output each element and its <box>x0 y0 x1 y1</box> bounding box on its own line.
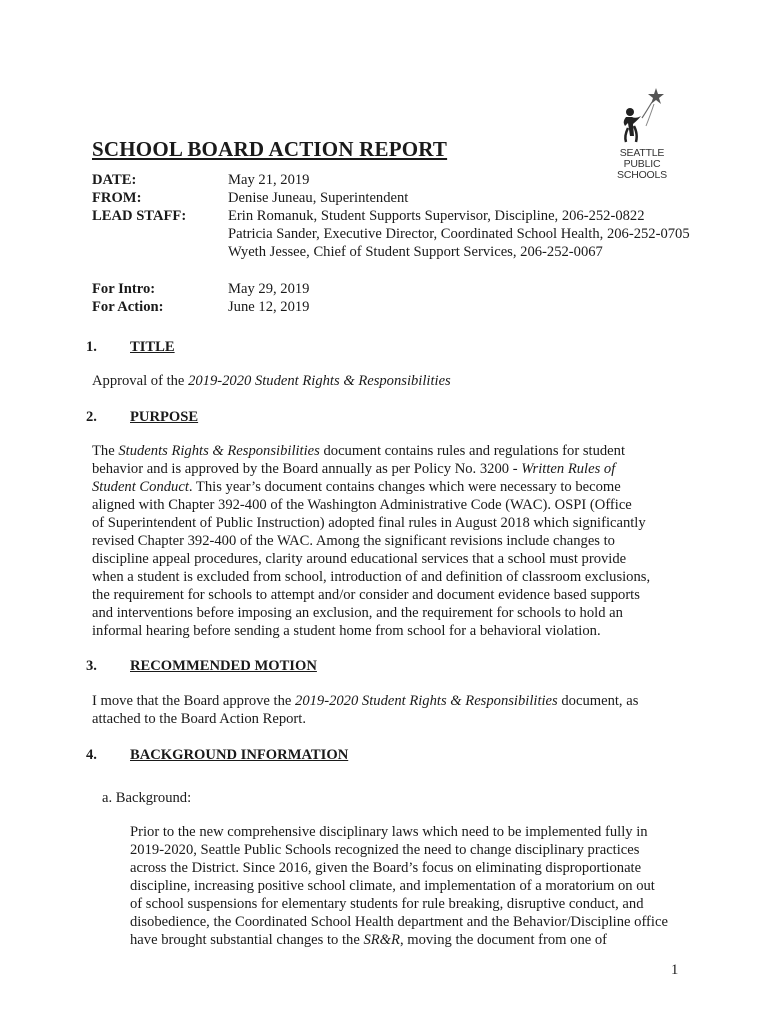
header-row-lead-staff-2 <box>92 225 690 243</box>
paragraph-line: when a student is excluded from school, introduction of and definition of classroom exclusions, <box>92 569 651 585</box>
paragraph-line: Student Conduct. This year’s document contains changes which were necessary to become <box>92 479 621 495</box>
paragraph-line: informal hearing before sending a student home from school for a behavioral violation. <box>92 623 601 639</box>
logo-text-line: SCHOOLS <box>617 169 667 181</box>
motion-paragraph <box>92 692 702 728</box>
schedule-label: For Intro: <box>92 281 156 297</box>
schedule-value: May 29, 2019 <box>228 281 310 297</box>
report-title: SCHOOL BOARD ACTION REPORT <box>92 137 448 161</box>
report-header-block <box>92 171 690 261</box>
page-number: 1 <box>671 962 679 978</box>
header-label: DATE: <box>92 172 137 188</box>
purpose-paragraph <box>92 442 702 640</box>
paragraph-line: attached to the Board Action Report. <box>92 711 306 727</box>
header-label <box>92 243 228 261</box>
background-sub-label: a. Background: <box>102 790 192 806</box>
section-heading-purpose <box>86 408 198 426</box>
logo-figure-icon <box>608 86 676 146</box>
paragraph-line: of Superintendent of Public Instruction) adopted final rules in August 2018 which significantly <box>92 515 646 531</box>
header-value: Denise Juneau, Superintendent <box>228 190 409 206</box>
header-value: May 21, 2019 <box>228 172 310 188</box>
schedule-label: For Action: <box>92 299 164 315</box>
paragraph-line: behavior and is approved by the Board annually as per Policy No. 3200 - Written Rules of <box>92 461 616 477</box>
section-heading: PURPOSE <box>130 409 199 425</box>
header-value: Erin Romanuk, Student Supports Supervisor, Discipline, 206-252-0822 <box>228 208 645 224</box>
paragraph-line: disobedience, the Coordinated School Health department and the Behavior/Discipline office <box>130 914 668 930</box>
paragraph-line: the requirement for schools to attempt and/or consider and document evidence based supports <box>92 587 640 603</box>
paragraph-line: 2019-2020, Seattle Public Schools recognized the need to change disciplinary practices <box>130 842 640 858</box>
paragraph-line: The Students Rights & Responsibilities document contains rules and regulations for student <box>92 443 626 459</box>
paragraph-line: discipline appeal procedures, clarity around educational services that a school must provide <box>92 551 627 567</box>
paragraph-line: I move that the Board approve the 2019-2020 Student Rights & Responsibilities document, as <box>92 693 639 709</box>
section-heading: BACKGROUND INFORMATION <box>130 747 349 763</box>
paragraph-line: discipline, increasing positive school climate, and implementation of a moratorium on out <box>130 878 655 894</box>
header-label: LEAD STAFF: <box>92 208 187 224</box>
paragraph-line: have brought substantial changes to the SR&R, moving the document from one of <box>130 932 608 948</box>
header-value: Wyeth Jessee, Chief of Student Support Services, 206-252-0067 <box>228 244 603 260</box>
header-value: Patricia Sander, Executive Director, Coordinated School Health, 206-252-0705 <box>228 226 690 242</box>
section-number: 4. <box>86 747 97 763</box>
paragraph-line: of school suspensions for elementary students for rule breaking, disruptive conduct, and <box>130 896 644 912</box>
header-label: FROM: <box>92 190 142 206</box>
section-heading-motion <box>86 657 317 675</box>
schedule-row-intro <box>92 280 309 298</box>
logo-text-line: SEATTLE <box>619 147 665 159</box>
paragraph-line: across the District. Since 2016, given the Board’s focus on eliminating disproportionate <box>130 860 642 876</box>
title-paragraph <box>92 372 702 390</box>
header-label <box>92 225 228 243</box>
paragraph-line: Prior to the new comprehensive disciplinary laws which need to be implemented fully in <box>130 824 648 840</box>
paragraph-line: Approval of the 2019-2020 Student Rights & Responsibilities <box>92 373 451 389</box>
logo-text-line: PUBLIC <box>623 158 661 170</box>
background-paragraph <box>130 823 700 949</box>
schedule-block <box>92 280 309 316</box>
section-heading-background <box>86 746 348 764</box>
section-number: 2. <box>86 409 97 425</box>
paragraph-line: revised Chapter 392-400 of the WAC. Among the significant revisions include changes to <box>92 533 615 549</box>
header-row-lead-staff-3 <box>92 243 690 261</box>
section-heading-title <box>86 338 175 356</box>
header-row-lead-staff <box>92 207 690 225</box>
schedule-row-action <box>92 298 309 316</box>
paragraph-line: aligned with Chapter 392-400 of the Washington Administrative Code (WAC). OSPI (Office <box>92 497 632 513</box>
header-row-from <box>92 189 690 207</box>
section-heading: RECOMMENDED MOTION <box>130 658 317 674</box>
header-row-date <box>92 171 690 189</box>
paragraph-line: and interventions before imposing an exclusion, and the requirement for schools to hold an <box>92 605 623 621</box>
schedule-value: June 12, 2019 <box>228 299 310 315</box>
section-heading: TITLE <box>130 339 175 355</box>
section-number: 3. <box>86 658 97 674</box>
section-number: 1. <box>86 339 97 355</box>
